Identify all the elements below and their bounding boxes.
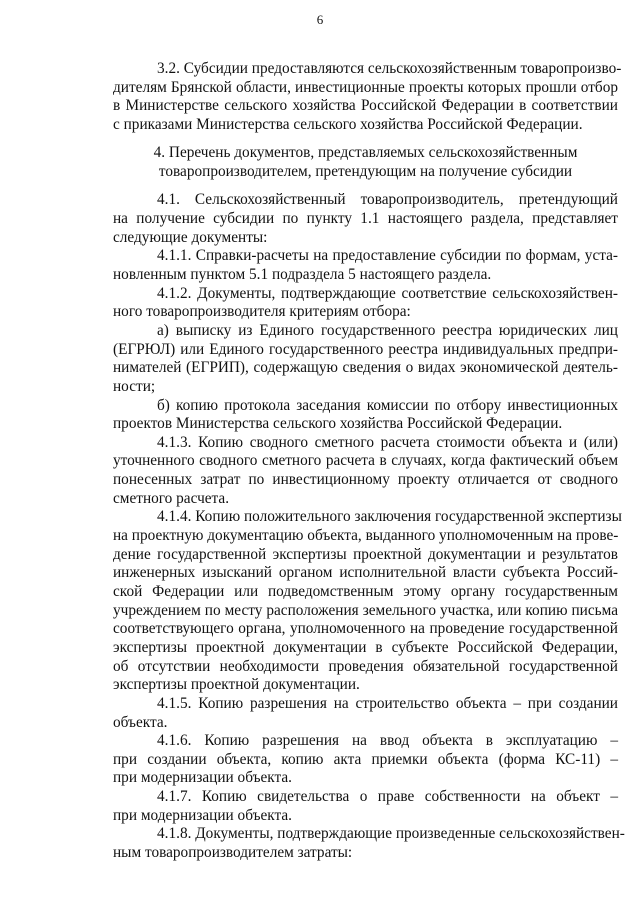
paragraph-4-1-line: следующие документы:: [113, 228, 268, 246]
section-4-heading-line: 4. Перечень документов, представляемых сельскохозяйственным: [153, 144, 578, 162]
paragraph-4-1-3-line: сметного расчета.: [113, 489, 230, 507]
paragraph-3-2-line: с приказами Министерства сельского хозяйства Российской Федерации.: [113, 115, 583, 133]
paragraph-3-2-line: 3.2. Субсидии предоставляются сельскохозяйственным товаропроизво-: [157, 60, 622, 77]
paragraph-4-1-4-line: соответствующего органа, уполномоченного на проведение государственной: [113, 620, 618, 638]
section-4-heading-line: товаропроизводителем, претендующим на получение субсидии: [158, 163, 573, 180]
item-a-line: ности;: [113, 377, 156, 395]
paragraph-3-2-line: в Министерстве сельского хозяйства Российской Федерации в соответствии: [113, 97, 618, 115]
page-number: 6: [316, 12, 324, 27]
paragraph-4-1-6-line: при создании объекта, копию акта приемки объекта (форма КС-11) –: [113, 750, 618, 768]
paragraph-4-1-1-line: 4.1.1. Справки-расчеты на предоставление субсидии по формам, уста-: [157, 247, 618, 265]
paragraph-4-1-6-line: 4.1.6. Копию разрешения на ввод объекта в эксплуатацию –: [157, 732, 618, 750]
paragraph-4-1-6-line: при модернизации объекта.: [113, 769, 293, 787]
item-a-line: а) выписку из Единого государственного реестра юридических лиц: [157, 321, 618, 339]
paragraph-4-1-4-line: на проектную документацию объекта, выданного уполномоченным на прове-: [113, 527, 619, 544]
paragraph-4-1-3-line: понесенных затрат по инвестиционному проекту отличается от сводного: [113, 471, 618, 489]
paragraph-4-1-7-line: 4.1.7. Копию свидетельства о праве собственности на объект –: [157, 788, 618, 806]
paragraph-4-1-4-line: экспертизы проектной документации в субъекте Российской Федерации,: [113, 638, 618, 656]
paragraph-4-1-8-line: 4.1.8. Документы, подтверждающие произведенные сельскохозяйствен-: [157, 825, 625, 843]
paragraph-4-1-4-line: об отсутствии необходимости проведения обязательной государственной: [113, 657, 618, 675]
paragraph-4-1-4-line: инженерных изысканий органом исполнительной власти субъекта Россий-: [113, 564, 618, 582]
paragraph-4-1-5-line: объекта.: [113, 713, 168, 731]
paragraph-4-1-5-line: 4.1.5. Копию разрешения на строительство объекта – при создании: [157, 694, 618, 712]
paragraph-4-1-4-line: 4.1.4. Копию положительного заключения государственной экспертизы: [157, 508, 622, 526]
paragraph-4-1-2-line: 4.1.2. Документы, подтверждающие соответствие сельскохозяйствен-: [157, 284, 618, 302]
paragraph-4-1-8-line: ным товаропроизводителем затраты:: [113, 844, 353, 861]
paragraph-4-1-7-line: при модернизации объекта.: [113, 806, 293, 824]
paragraph-4-1-line: на получение субсидии по пункту 1.1 настоящего раздела, представляет: [113, 210, 618, 228]
item-b-line: проектов Министерства сельского хозяйства Российской Федерации.: [113, 415, 563, 433]
paragraph-3-2-line: дителям Брянской области, инвестиционные проекты которых прошли отбор: [113, 78, 618, 96]
paragraph-4-1-line: 4.1. Сельскохозяйственный товаропроизводитель, претендующий: [157, 191, 618, 209]
paragraph-4-1-4-line: дение государственной экспертизы проектной документации и результатов: [113, 545, 618, 563]
paragraph-4-1-2-line: ного товаропроизводителя критериям отбора:: [113, 303, 411, 321]
item-a-line: нимателей (ЕГРИП), содержащую сведения о видах экономической деятель-: [113, 359, 618, 377]
paragraph-4-1-4-line: ской Федерации или подведомственным этому органу государственным: [113, 583, 618, 600]
item-b-line: б) копию протокола заседания комиссии по отбору инвестиционных: [157, 396, 618, 414]
paragraph-4-1-4-line: учреждением по месту расположения земельного участка, или копию письма: [113, 601, 618, 619]
item-a-line: (ЕГРЮЛ) или Единого государственного реестра индивидуальных предпри-: [113, 340, 618, 358]
paragraph-4-1-4-line: экспертизы проектной документации.: [113, 676, 360, 694]
paragraph-4-1-3-line: 4.1.3. Копию сводного сметного расчета стоимости объекта и (или): [157, 433, 618, 451]
paragraph-4-1-3-line: уточненного сводного сметного расчета в случаях, когда фактический объем: [113, 452, 618, 470]
paragraph-4-1-1-line: новленным пунктом 5.1 подраздела 5 настоящего раздела.: [113, 266, 492, 283]
